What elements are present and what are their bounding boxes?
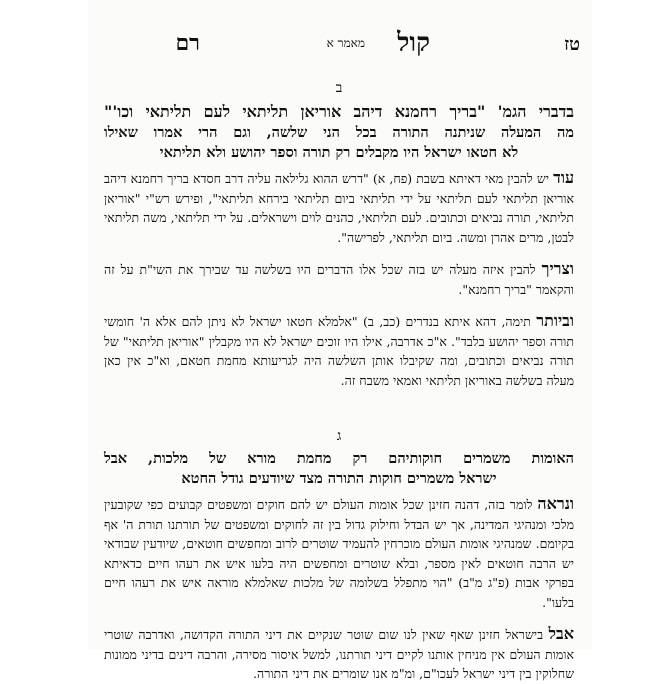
page-header — [100, 28, 580, 68]
page-content — [104, 80, 574, 684]
paragraph-text: יש להבין מאי דאיתא בשבת (פח, א) "דרש ההוא גלילאה עליה דרב חסדא בריך רחמנא דיהב אוריאן תליתאי לעם תליתאי על ידי תליתאי ביום תליתאי בירחא תליתאי", ופירש רש"י "אוריאן תליתאי, תורה נביאים וכתובים. לעם תליתאי, כהנים לוים וישראלים. על ידי תליתאי, משה תליתאי לבטן, מרים אהרן ומשה. ביום תליתאי, לפרישה". — [104, 171, 574, 245]
paragraph-text: להבין איזה מעלה יש בזה שכל אלו הדברים היו בשלשה עד שבירך את השי"ת על זה והקאמר "בריך רחמנא". — [104, 262, 574, 297]
paragraph-text: לומר בזה, דהנה חזינן שכל אומות העולם יש להם חוקים ומשפטים קבועים כפי שקובעין מלכי ומנהיגי המדינה, אך יש הבדל וחילוק גדול בין זה לחוקים ומשפטים של תורתנו תורת ה' אף בקיומם. שמנהיגי אומות העולם מוכרחין להעמיד שוטרים לרוב ומחפשים חוטאים, שיודעין שבודאי יש הרבה חוטאים לאין מספר, ובלא שוטרים ומחפשים היה בלעו איש את רעהו חיים כדאיתא בפרקי אבות (פ"ג מ"ב) "הוי מתפלל בשלומה של מלכות שאלמלא מוראה איש את רעהו חיים בלעו". — [104, 497, 574, 610]
paragraph-text: תימה, דהא איתא בנדרים (כב, ב) "אלמלא חטאו ישראל לא ניתן להם אלא ה' חומשי תורה וספר יהושע בלבד". א"כ אדרבה, אילו היו זוכים ישראל לא היו מקבלין "אוריאן תליתאי" של תורה נביאים וכתובים, ומה שקיבלו אותן השלשה היה לגריעותא מחמת חטאם, וא"כ אין כאן מעלה בשלשה באוריאן תליתאי ואמאי משבח זה. — [104, 314, 574, 388]
section-letter-g: ג — [336, 428, 342, 444]
paragraph-lead-word: אבל — [548, 624, 574, 643]
section-b-paragraph-3 — [104, 311, 574, 390]
book-title: קול — [397, 28, 430, 58]
section-letter-b: ב — [335, 80, 343, 96]
section-b-headline-line-1: בדברי הגמ' "בריך רחמנא דיהב אוריאן תליתאי לעם תליתאי וכו'" — [104, 102, 574, 121]
paragraph-lead-word: וצריך — [541, 259, 574, 278]
header-right-word: רם — [175, 30, 200, 56]
page-number: טז — [564, 34, 580, 55]
paragraph-lead-word: וביותר — [536, 311, 574, 330]
section-b-headline-line-2: מה המעלה שניתנה התורה בכל הני שלשה, וגם הרי אמרו שאילו — [104, 124, 574, 141]
section-g-headline-line-1: האומות משמרים חוקותיהם רק מחמת מורא של מלכות, אבל — [104, 450, 574, 467]
section-g-paragraph-2 — [104, 624, 574, 684]
paragraph-lead-word: עוד — [553, 168, 574, 187]
section-b-headline-line-3: לא חטאו ישראל היו מקבלים רק תורה וספר יהושע ולא תליתאי — [159, 144, 519, 161]
chapter-label: מאמר א — [326, 36, 365, 50]
section-g-paragraph-1 — [104, 494, 574, 612]
section-b-paragraph-2 — [104, 259, 574, 299]
section-g-headline-line-2: ישראל משמרים חוקות התורה מצד שיודעים גודל החטא — [181, 470, 497, 487]
paragraph-text: בישראל חזינן שאף שאין לנו שום שוטר שנקיים את דיני התורה הקדושה, ואדרבה שוטרי אומות העולם אין מניחין אותנו לקיים דיני תורתנו, למשל איסור מסירה, והרבה דינים בדיני ממונות שחלוקין בין דיני ישראל לעכו"ם, ומ"מ אנו שומרים את דיני התורה. — [104, 627, 574, 681]
paragraph-lead-word: ונראה — [537, 494, 574, 513]
section-b-paragraph-1 — [104, 168, 574, 247]
